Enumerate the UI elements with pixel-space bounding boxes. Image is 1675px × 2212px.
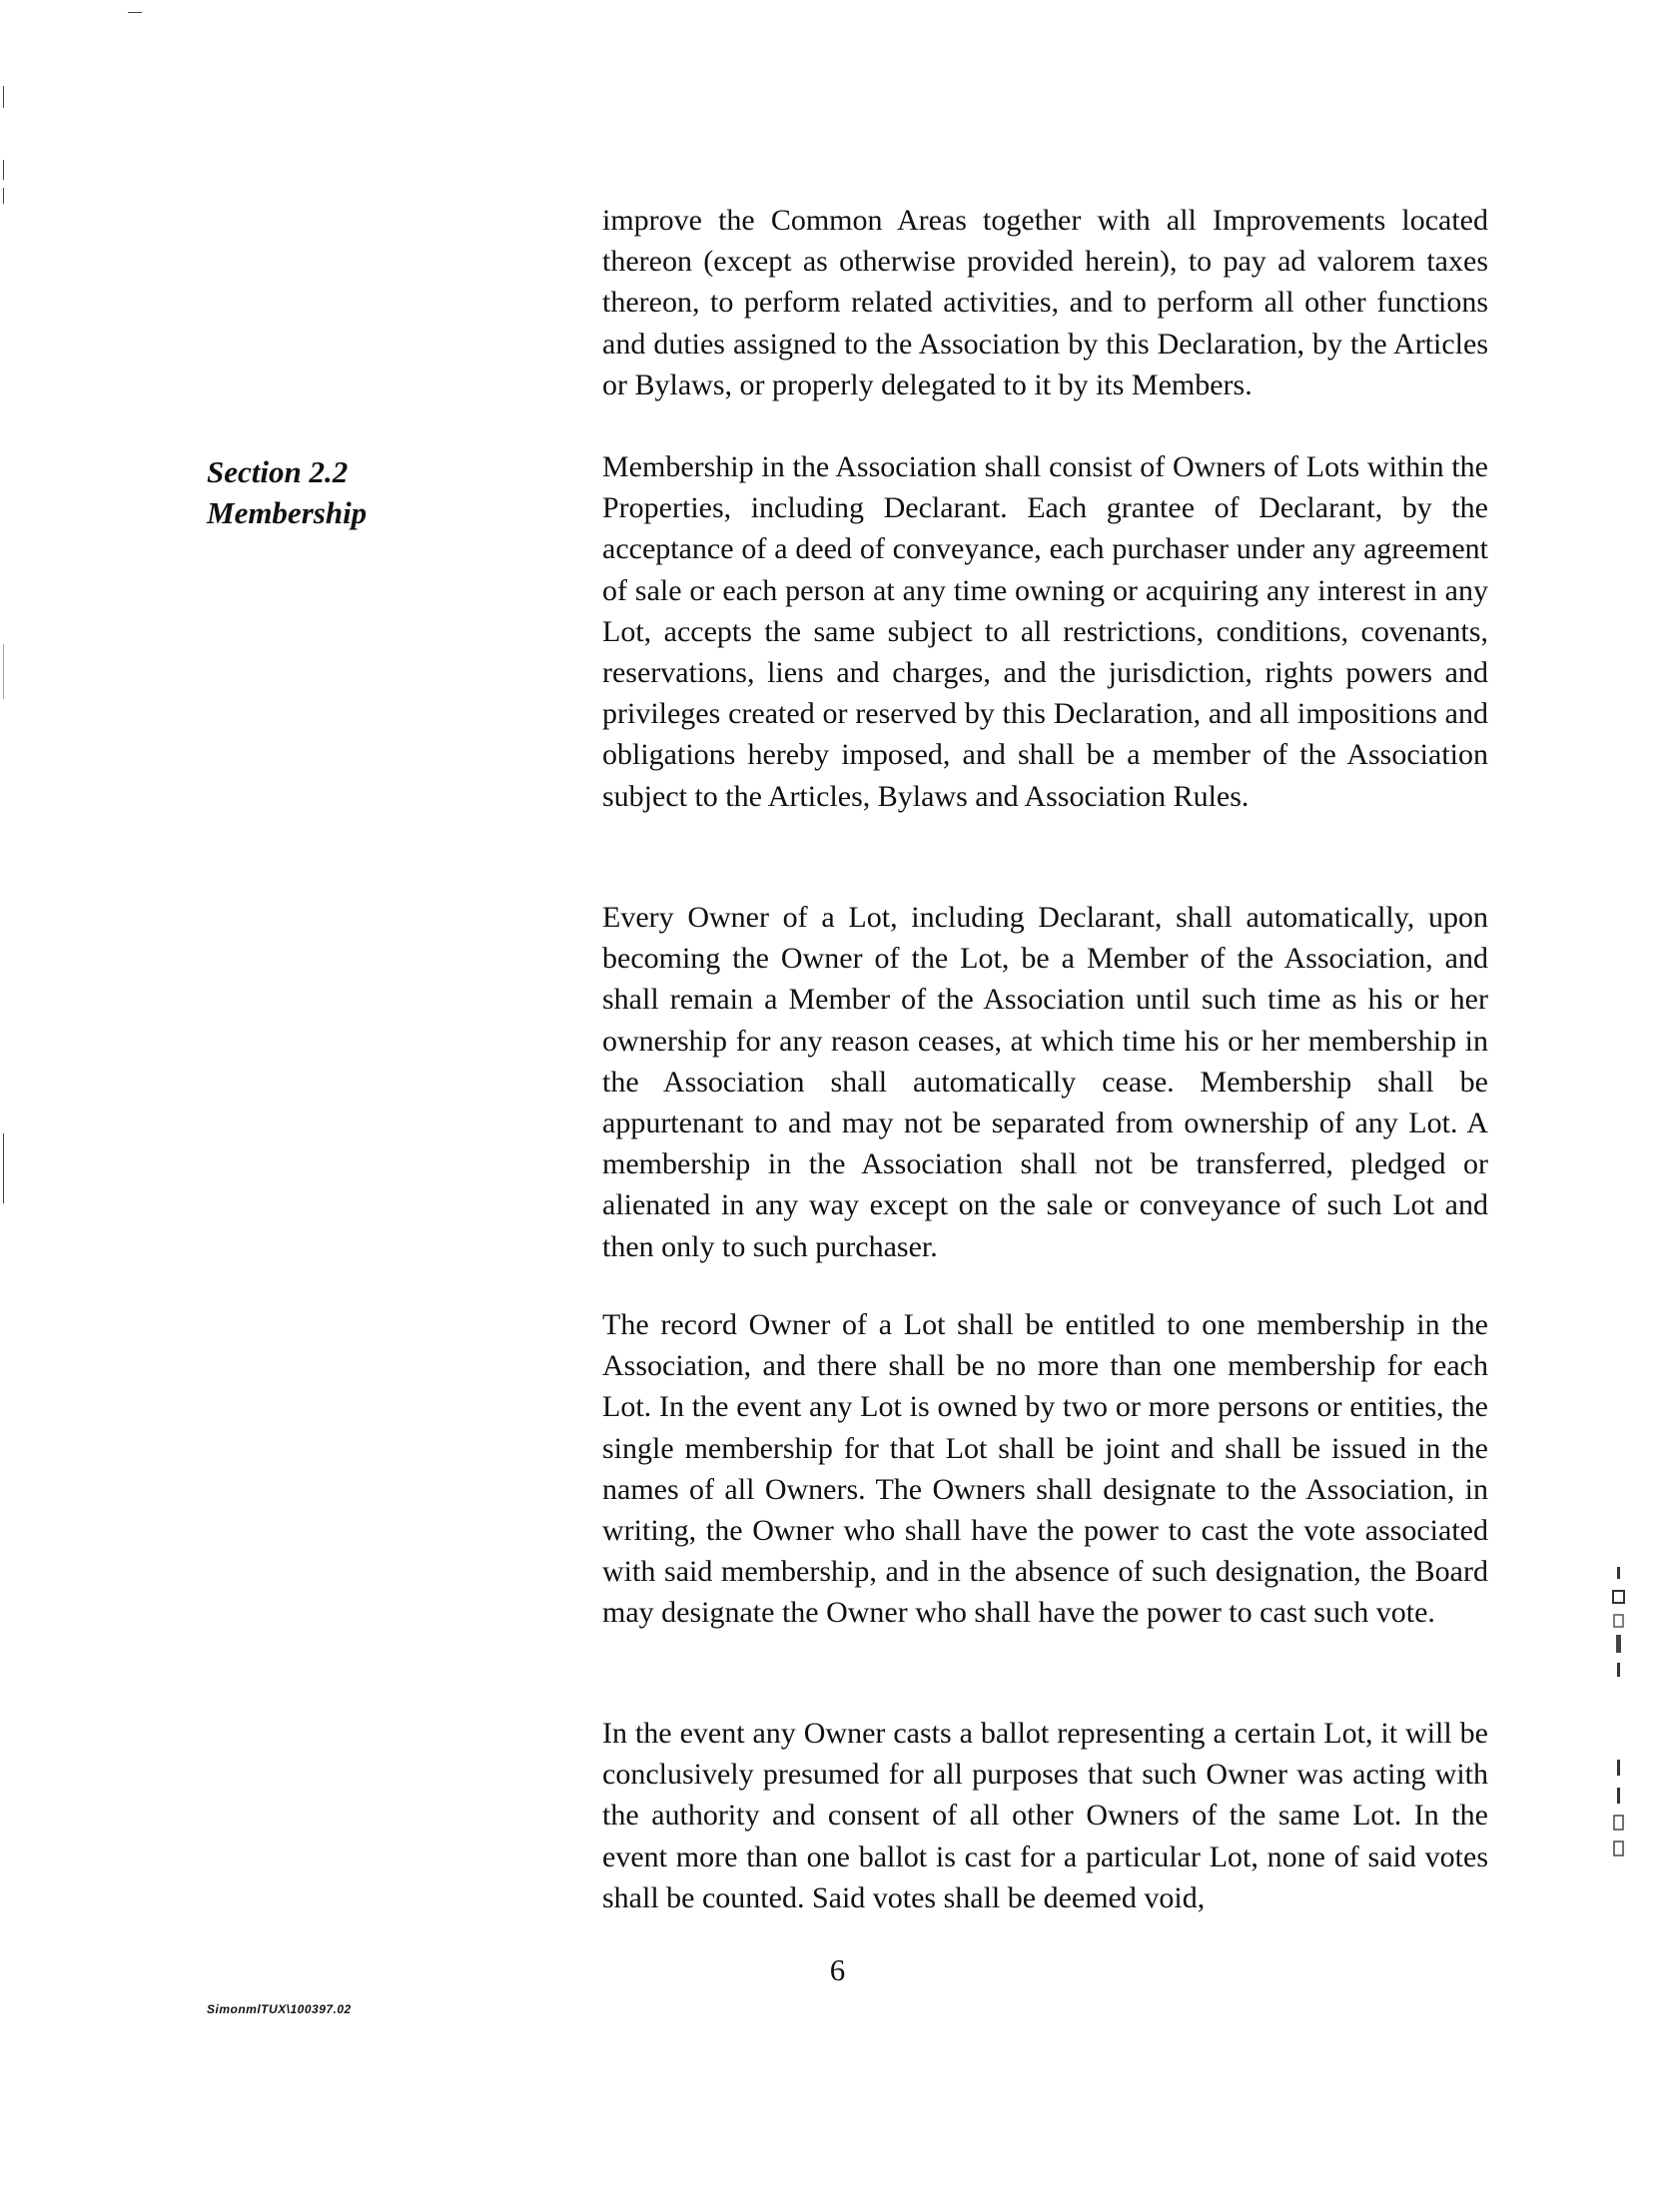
margin-stamp-graphic xyxy=(1608,1563,1630,1713)
section-number: Section 2.2 xyxy=(207,454,349,489)
paragraph-block-4 xyxy=(602,1713,1488,1918)
paragraph: The record Owner of a Lot shall be entitled to one membership in the Association, and there shall be no more than one membership for each Lot. In the event any Lot is owned by two or more persons or entities, the single membership for that Lot shall be joint and shall be issued in the names of all Owners. The Owners shall designate to the Association, in writing, the Owner who shall have the power to cast the vote associated with said membership, and in the absence of such designation, the Board may designate the Owner who shall have the power to cast such vote. xyxy=(602,1308,1488,1630)
scan-mark xyxy=(3,644,4,699)
paragraph-block-2 xyxy=(602,897,1488,1267)
scan-mark xyxy=(3,86,4,108)
scan-mark xyxy=(3,160,4,180)
margin-stamp xyxy=(1608,1758,1630,1891)
paragraph-block-1 xyxy=(602,446,1488,817)
paragraph: Every Owner of a Lot, including Declarant, shall automatically, upon becoming the Owner of the Lot, be a Member of the Association, and shall remain a Member of the Association until such time as his or her ownership for any reason ceases, at which time his or her membership in the Association shall automatically cease. Membership shall be appurtenant to and may not be separated from ownership of any Lot. A membership in the Association shall not be transferred, pledged or alienated in any way except on the sale or conveyance of such Lot and then only to such purchaser. xyxy=(602,901,1488,1263)
section-heading xyxy=(207,451,367,533)
paragraph: In the event any Owner casts a ballot representing a certain Lot, it will be conclusively presumed for all purposes that such Owner was acting with the authority and consent of all other Owners of the same Lot. In the event more than one ballot is cast for a particular Lot, none of said votes shall be counted. Said votes shall be deemed void, xyxy=(602,1717,1488,1914)
margin-stamp xyxy=(1608,1563,1630,1717)
paragraph: Membership in the Association shall consist of Owners of Lots within the Properties, including Declarant. Each grantee of Declarant, by the acceptance of a deed of conveyance, each purchaser under any agreement of sale or each person at any time owning or acquiring any interest in any Lot, accepts the same subject to all restrictions, conditions, covenants, reservations, liens and charges, and the jurisdiction, rights powers and privileges created or reserved by this Declaration, and all impositions and obligations hereby imposed, and shall be a member of the Association subject to the Articles, Bylaws and Association Rules. xyxy=(602,450,1488,813)
footer-document-id: SimonmlTUX\100397.02 xyxy=(207,2002,352,2016)
margin-stamp-graphic xyxy=(1608,1758,1630,1887)
section-title: Membership xyxy=(207,495,368,530)
scan-mark xyxy=(3,188,4,204)
intro-block xyxy=(602,200,1488,405)
page-number: 6 xyxy=(829,1952,846,1987)
scan-mark xyxy=(3,1133,4,1203)
intro-paragraph: improve the Common Areas together with all Improvements located thereon (except as otherwise provided herein), to pay ad valorem taxes thereon, to perform related activities, and to perform all other functions and duties assigned to the Association by this Declaration, by the Articles or Bylaws, or properly delegated to it by its Members. xyxy=(602,204,1488,401)
scan-mark xyxy=(128,12,142,13)
paragraph-block-3 xyxy=(602,1304,1488,1634)
